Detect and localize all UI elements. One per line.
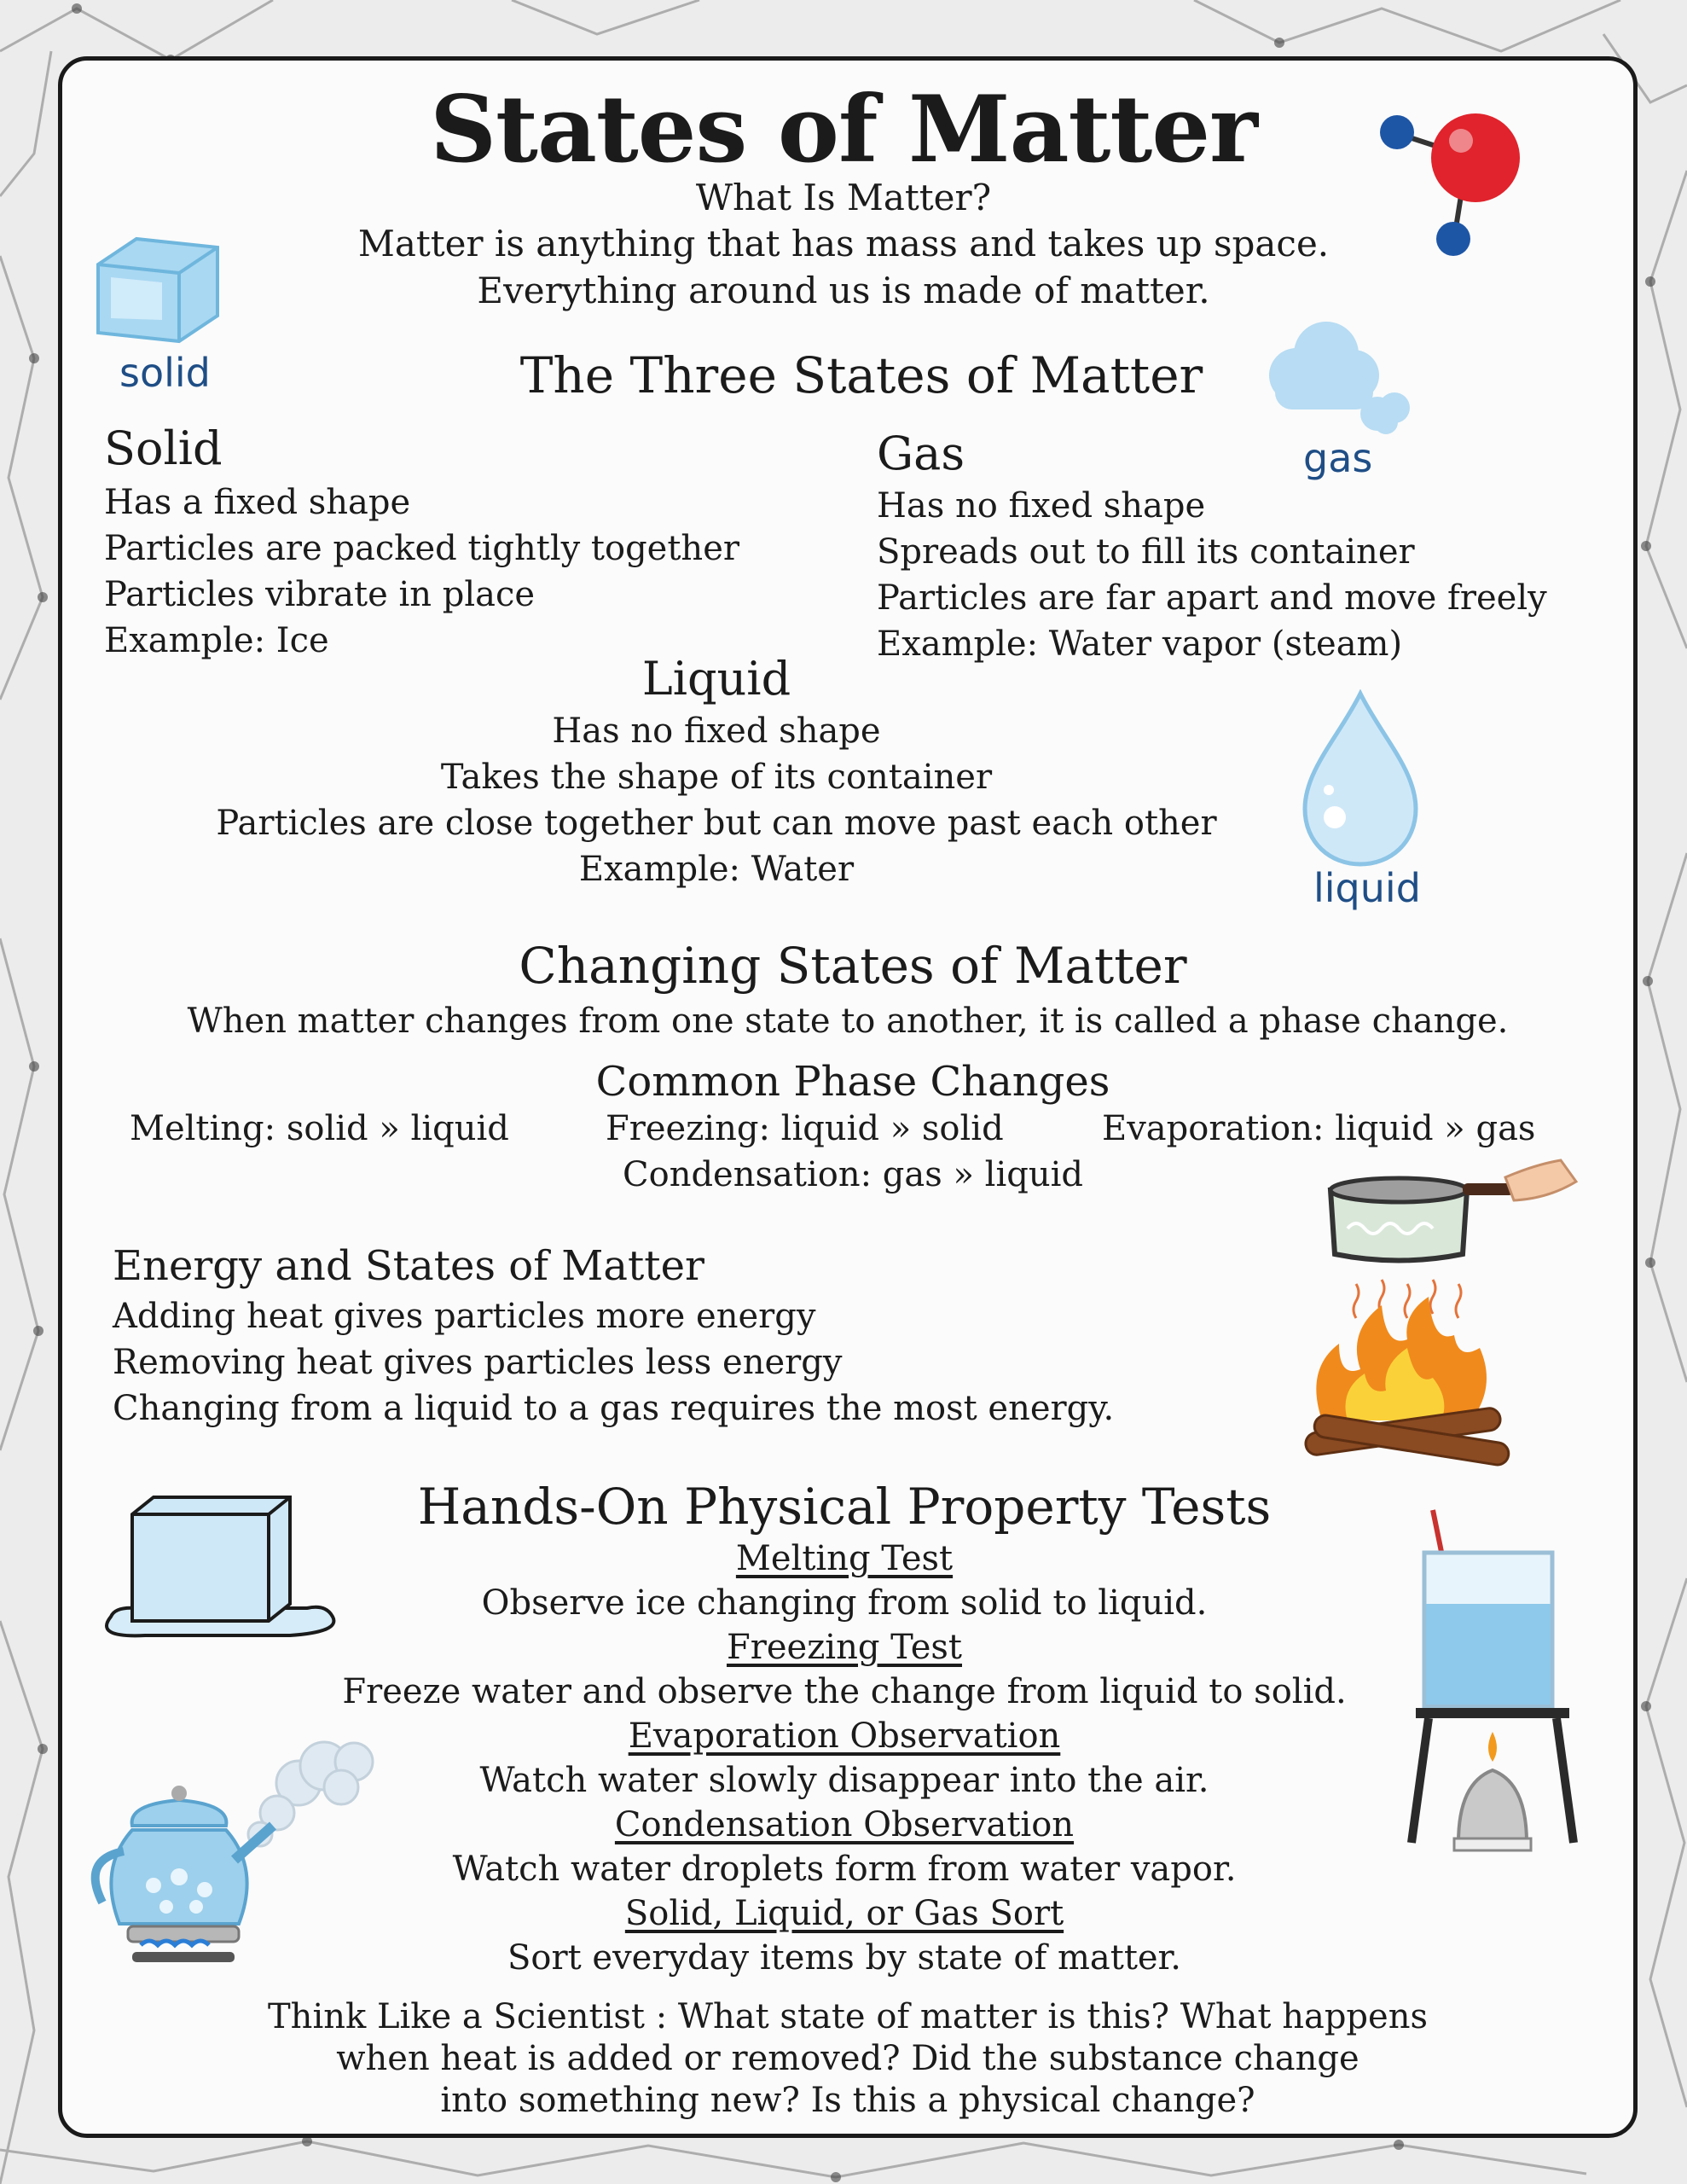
- intro-line: Matter is anything that has mass and takes up space.: [357, 223, 1330, 264]
- liquid-point: Example: Water: [578, 850, 855, 889]
- water-drop-icon: [1296, 689, 1424, 868]
- phase-change-condensation: Condensation: gas » liquid: [623, 1155, 1083, 1194]
- solid-point: Particles are packed tightly together: [104, 529, 739, 568]
- solid-label: solid: [119, 350, 211, 396]
- changing-text: When matter changes from one state to another, it is called a phase change.: [187, 1002, 1509, 1041]
- gas-point: Spreads out to fill its container: [877, 532, 1415, 572]
- pan-on-fire-icon: [1288, 1147, 1586, 1472]
- phase-change-freezing: Freezing: liquid » solid: [606, 1109, 1004, 1148]
- test-freezing-desc: Freeze water and observe the change from liquid to solid.: [342, 1672, 1347, 1711]
- solid-point: Particles vibrate in place: [104, 575, 536, 614]
- gas-point: Example: Water vapor (steam): [877, 624, 1403, 664]
- gas-point: Particles are far apart and move freely: [877, 578, 1547, 618]
- scientist-line: into something new? Is this a physical change?: [440, 2081, 1255, 2120]
- liquid-label: liquid: [1313, 865, 1421, 911]
- cloud-icon: [1258, 316, 1416, 439]
- intro-line: Everything around us is made of matter.: [477, 270, 1210, 311]
- test-melting-desc: Observe ice changing from solid to liquid.: [481, 1583, 1208, 1623]
- liquid-heading: Liquid: [641, 652, 791, 706]
- test-evaporation-name: Evaporation Observation: [628, 1716, 1061, 1756]
- scientist-line: Think Like a Scientist : What state of matter is this? What happens: [268, 1997, 1428, 2036]
- test-condensation-desc: Watch water droplets form from water vapor.: [452, 1850, 1237, 1889]
- energy-heading: Energy and States of Matter: [113, 1242, 704, 1290]
- energy-points: [113, 1293, 1114, 1432]
- energy-point: Removing heat gives particles less energy: [113, 1343, 843, 1382]
- gas-points: [877, 483, 1547, 667]
- test-melting-name: Melting Test: [735, 1539, 954, 1578]
- tests-heading: Hands-On Physical Property Tests: [417, 1478, 1272, 1536]
- scientist-prompt: [58, 1996, 1638, 2122]
- test-freezing-name: Freezing Test: [726, 1628, 962, 1667]
- liquid-point: Particles are close together but can move past each other: [216, 804, 1217, 843]
- energy-point: Adding heat gives particles more energy: [113, 1297, 816, 1336]
- solid-point: Has a fixed shape: [104, 483, 411, 522]
- three-states-heading: The Three States of Matter: [519, 346, 1203, 404]
- test-evaporation-desc: Watch water slowly disappear into the air.: [479, 1761, 1209, 1800]
- energy-point: Changing from a liquid to a gas requires the most energy.: [113, 1389, 1115, 1428]
- molecule-icon: [1373, 107, 1535, 260]
- test-sort-desc: Sort everyday items by state of matter.: [507, 1938, 1181, 1978]
- test-condensation-name: Condensation Observation: [614, 1805, 1075, 1844]
- liquid-points: [119, 708, 1313, 892]
- intro-question: What Is Matter?: [695, 177, 992, 218]
- solid-heading: Solid: [104, 421, 223, 475]
- gas-point: Has no fixed shape: [877, 486, 1206, 526]
- phase-change-evaporation: Evaporation: liquid » gas: [1102, 1109, 1536, 1148]
- gas-heading: Gas: [877, 427, 965, 480]
- solid-points: [104, 479, 739, 664]
- changing-heading: Changing States of Matter: [519, 937, 1187, 995]
- solid-point: Example: Ice: [104, 621, 329, 660]
- page-title: States of Matter: [430, 76, 1257, 183]
- phase-change-melting: Melting: solid » liquid: [130, 1109, 509, 1148]
- liquid-point: Has no fixed shape: [552, 712, 881, 751]
- scientist-line: when heat is added or removed? Did the substance change: [336, 2039, 1359, 2078]
- phase-changes-subheading: Common Phase Changes: [595, 1058, 1110, 1106]
- gas-label: gas: [1303, 435, 1373, 481]
- test-sort-name: Solid, Liquid, or Gas Sort: [624, 1894, 1064, 1933]
- liquid-point: Takes the shape of its container: [440, 758, 993, 797]
- ice-cube-icon: [90, 226, 226, 346]
- kettle-steam-icon: [81, 1732, 388, 1975]
